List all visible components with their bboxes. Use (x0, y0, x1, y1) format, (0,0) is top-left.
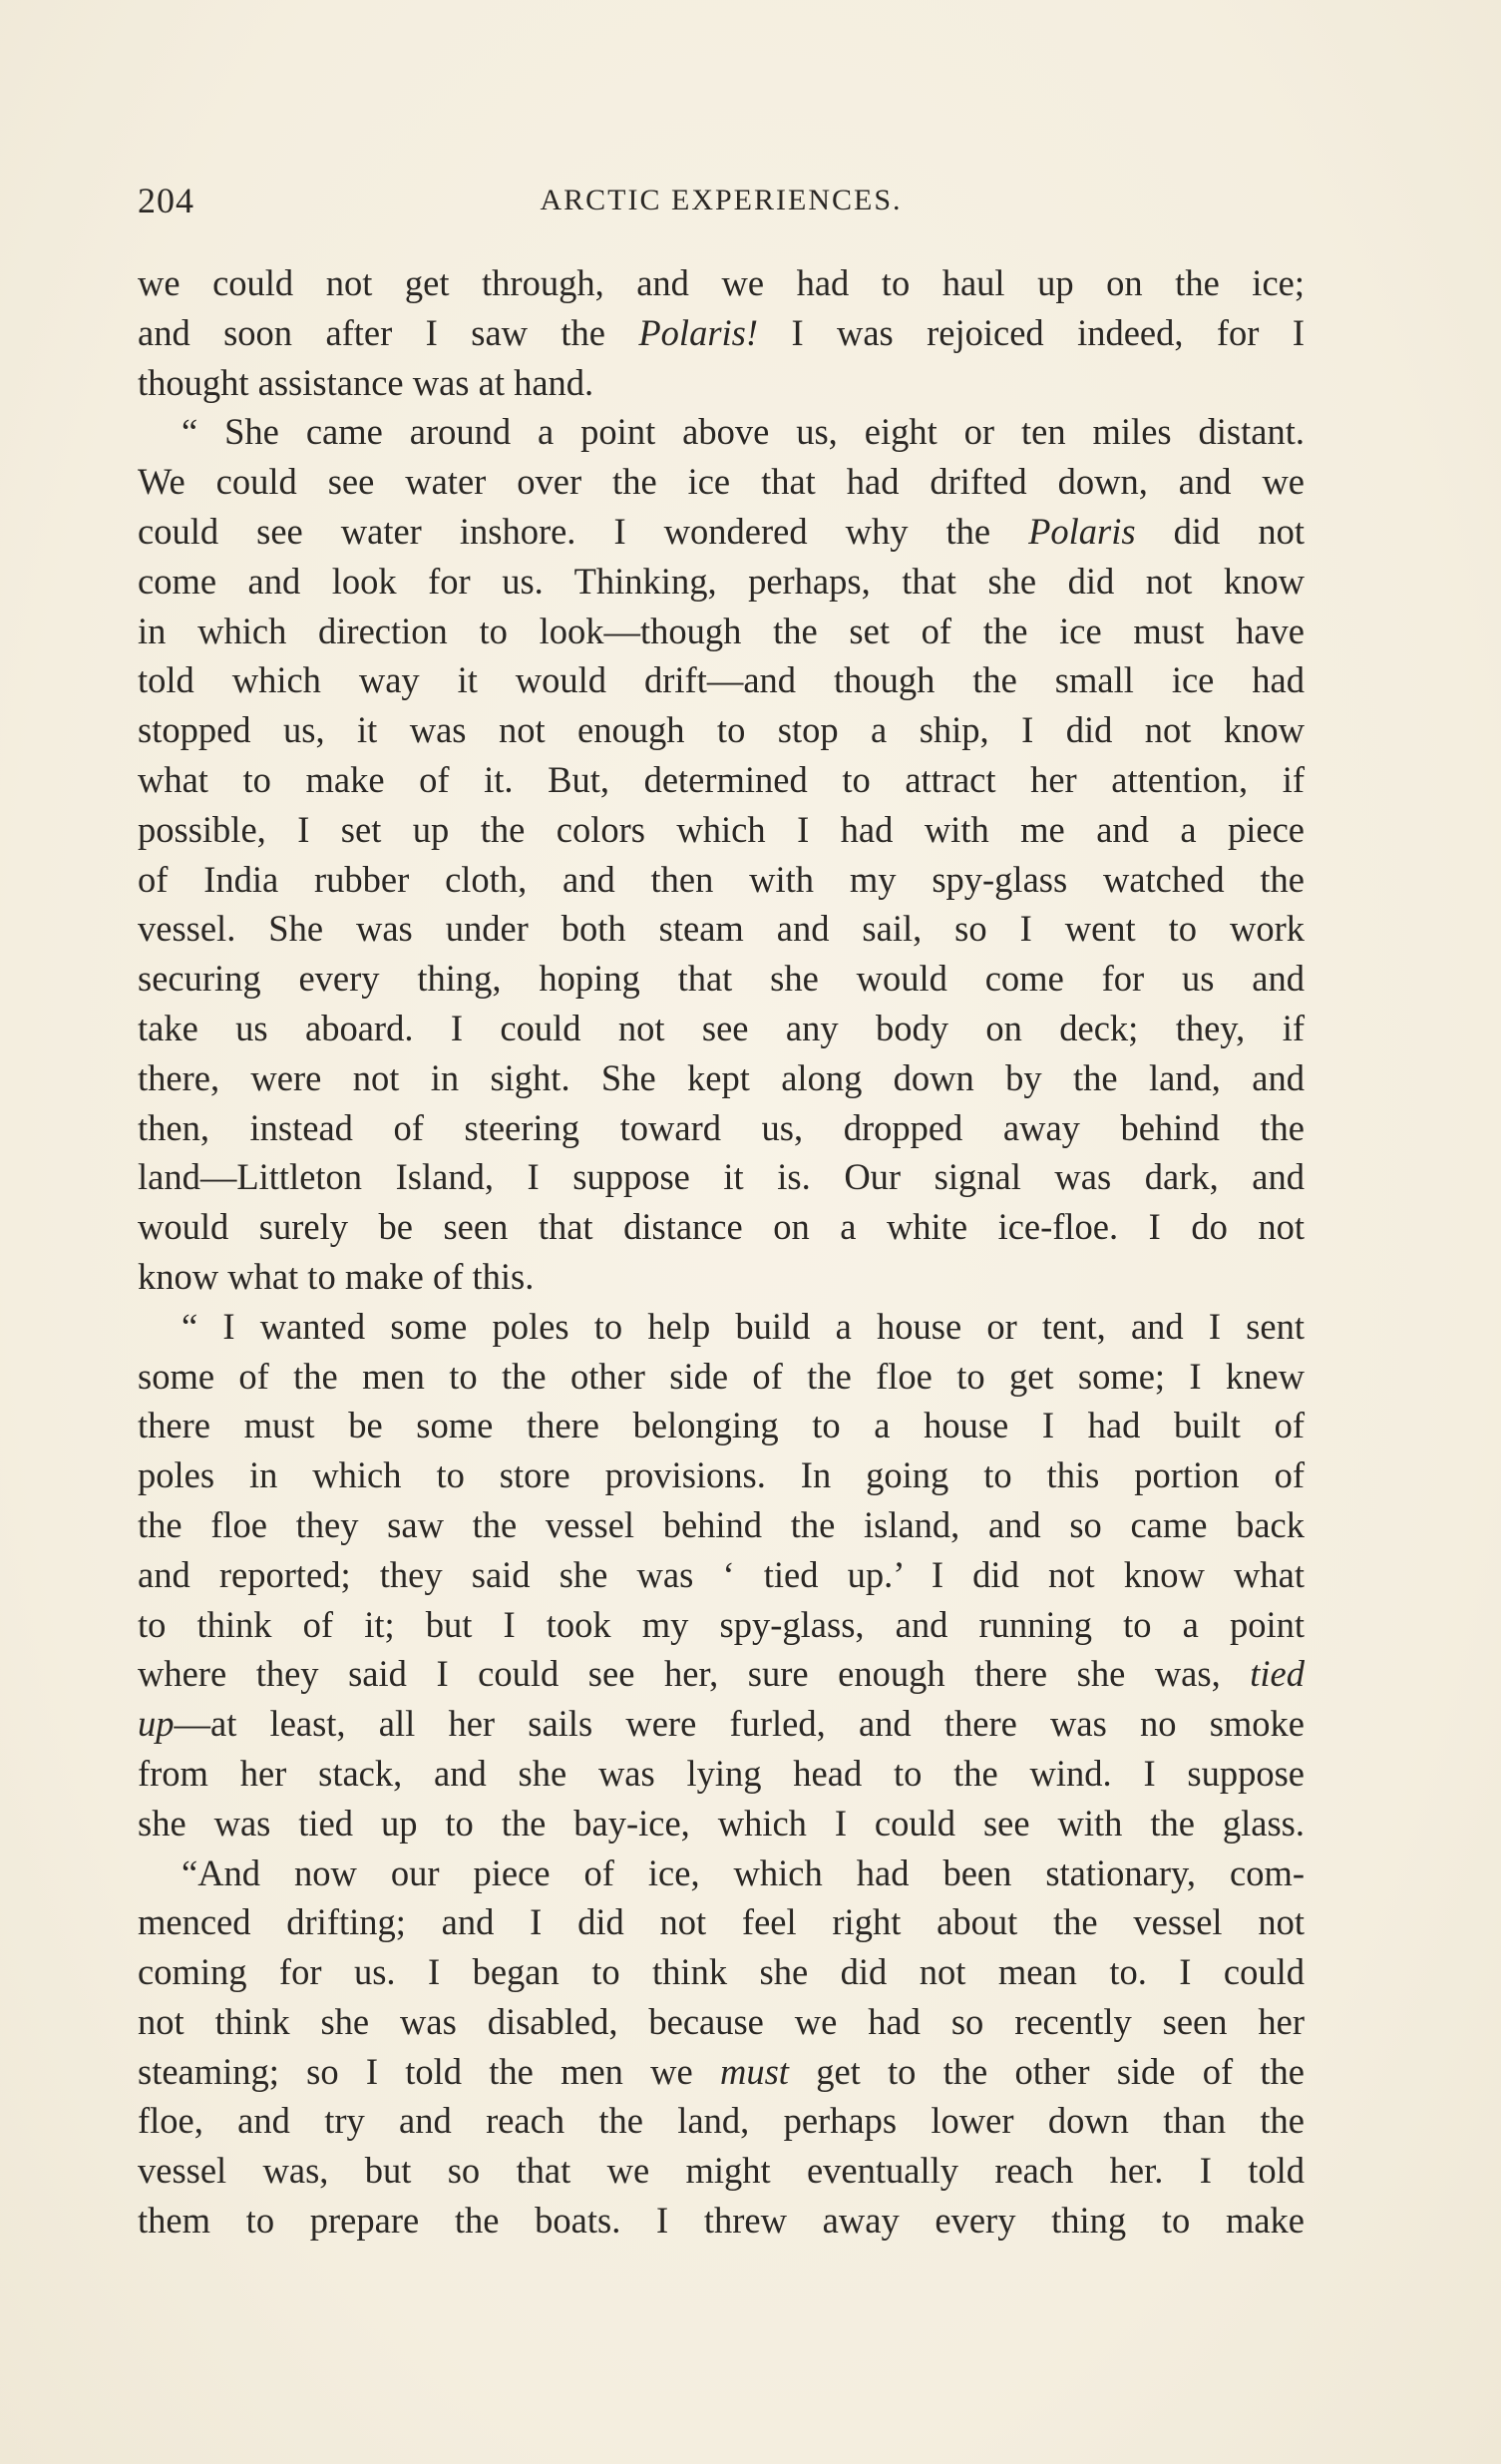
text-segment: then, instead of steering toward us, dropped away behind the (138, 1106, 1305, 1148)
text-segment: —at least, all her sails were furled, and there was no smoke (174, 1703, 1305, 1745)
text-segment: get to the other side of the (788, 2050, 1305, 2092)
text-segment: not think she was disabled, because we had so recently seen her (138, 2000, 1305, 2042)
text-segment: know what to make of this. (138, 1255, 535, 1297)
text-segment: and reported; they said she was ‘ tied up.’ I did not know what (138, 1553, 1305, 1595)
text-line (138, 1252, 1305, 1302)
text-line (138, 1352, 1305, 1402)
text-segment: to think of it; but I took my spy-glass, and running to a point (138, 1603, 1305, 1645)
text-segment: where they said I could see her, sure enough there she was, (138, 1653, 1251, 1695)
text-segment: we could not get through, and we had to haul up on the ice; (138, 262, 1305, 303)
text-segment: there must be some there belonging to a house I had built of (138, 1405, 1305, 1446)
text-segment: would surely be seen that distance on a white ice-floe. I do not (138, 1206, 1305, 1248)
text-segment: there, were not in sight. She kept along down by the land, and (138, 1056, 1305, 1098)
text-line (138, 358, 1305, 408)
text-line (138, 607, 1305, 656)
text-segment: some of the men to the other side of the floe to get some; I knew (138, 1355, 1305, 1397)
text-segment: thought assistance was at hand. (138, 361, 594, 403)
text-line (138, 1450, 1305, 1500)
text-segment: from her stack, and she was lying head to the wind. I suppose (138, 1752, 1305, 1794)
italic-text: Polaris (1028, 510, 1136, 552)
text-line (138, 1947, 1305, 1997)
italic-text: tied (1250, 1653, 1305, 1695)
text-line (138, 1004, 1305, 1053)
text-line (138, 1649, 1305, 1699)
text-line (138, 2096, 1305, 2146)
text-segment: We could see water over the ice that had drifted down, and we (138, 461, 1305, 503)
text-segment: I was rejoiced indeed, for I (758, 311, 1305, 353)
text-segment: them to prepare the boats. I threw away every thing to make (138, 2200, 1305, 2242)
text-line (138, 954, 1305, 1004)
text-segment: what to make of it. But, determined to attract her attention, if (138, 758, 1305, 800)
text-line (138, 2047, 1305, 2097)
text-segment: in which direction to look—though the set of the ice must have (138, 610, 1305, 651)
text-line (138, 705, 1305, 755)
text-line (138, 507, 1305, 557)
text-segment: the floe they saw the vessel behind the island, and so came back (138, 1503, 1305, 1545)
text-segment: take us aboard. I could not see any body on deck; they, if (138, 1007, 1305, 1048)
text-segment: did not (1135, 510, 1305, 552)
text-segment: “ I wanted some poles to help build a house or tent, and I sent (182, 1305, 1305, 1347)
text-segment: stopped us, it was not enough to stop a ship, I did not know (138, 709, 1305, 751)
text-line (138, 1997, 1305, 2047)
text-line (138, 1302, 1305, 1352)
text-line (138, 1550, 1305, 1600)
text-line (138, 904, 1305, 954)
text-line (138, 1152, 1305, 1202)
text-segment: vessel was, but so that we might eventually reach her. I told (138, 2150, 1305, 2192)
text-segment: of India rubber cloth, and then with my spy-glass watched the (138, 858, 1305, 900)
text-line (138, 2196, 1305, 2246)
text-segment: told which way it would drift—and though the small ice had (138, 659, 1305, 701)
text-line (138, 1897, 1305, 1947)
running-head: ARCTIC EXPERIENCES. (540, 184, 903, 216)
text-segment: poles in which to store provisions. In going to this portion of (138, 1454, 1305, 1496)
text-segment: steaming; so I told the men we (138, 2050, 720, 2092)
text-line (138, 407, 1305, 457)
italic-text: up (138, 1703, 175, 1745)
text-segment: could see water inshore. I wondered why the (138, 510, 1029, 552)
text-segment: coming for us. I began to think she did not mean to. I could (138, 1951, 1305, 1993)
italic-text: must (719, 2050, 789, 2092)
text-segment: come and look for us. Thinking, perhaps, that she did not know (138, 560, 1305, 602)
body-text (138, 258, 1305, 2246)
text-line (138, 557, 1305, 607)
text-line (138, 308, 1305, 358)
text-line (138, 1500, 1305, 1550)
text-line (138, 1799, 1305, 1848)
text-line (138, 755, 1305, 805)
text-line (138, 1053, 1305, 1103)
text-line (138, 1202, 1305, 1252)
text-segment: and soon after I saw the (138, 311, 639, 353)
text-line (138, 1699, 1305, 1749)
text-line (138, 258, 1305, 308)
text-line (138, 1401, 1305, 1450)
text-line (138, 855, 1305, 905)
text-line (138, 1848, 1305, 1898)
page-header (138, 180, 1305, 229)
text-line (138, 2146, 1305, 2196)
text-segment: possible, I set up the colors which I had with me and a piece (138, 808, 1305, 850)
text-segment: menced drifting; and I did not feel right about the vessel not (138, 1901, 1305, 1943)
text-line (138, 1600, 1305, 1650)
page-number: 204 (138, 181, 194, 220)
text-segment: “ She came around a point above us, eight or ten miles distant. (182, 411, 1305, 453)
text-segment: floe, and try and reach the land, perhaps lower down than the (138, 2100, 1305, 2142)
italic-text: Polaris! (638, 311, 759, 353)
text-segment: she was tied up to the bay-ice, which I could see with the glass. (138, 1802, 1305, 1844)
text-segment: securing every thing, hoping that she would come for us and (138, 958, 1305, 1000)
text-line (138, 805, 1305, 855)
text-line (138, 457, 1305, 507)
text-segment: land—Littleton Island, I suppose it is. Our signal was dark, and (138, 1156, 1305, 1198)
text-line (138, 1103, 1305, 1153)
text-line (138, 655, 1305, 705)
text-segment: “And now our piece of ice, which had been stationary, com- (182, 1851, 1305, 1893)
text-line (138, 1749, 1305, 1799)
text-segment: vessel. She was under both steam and sail, so I went to work (138, 908, 1305, 950)
